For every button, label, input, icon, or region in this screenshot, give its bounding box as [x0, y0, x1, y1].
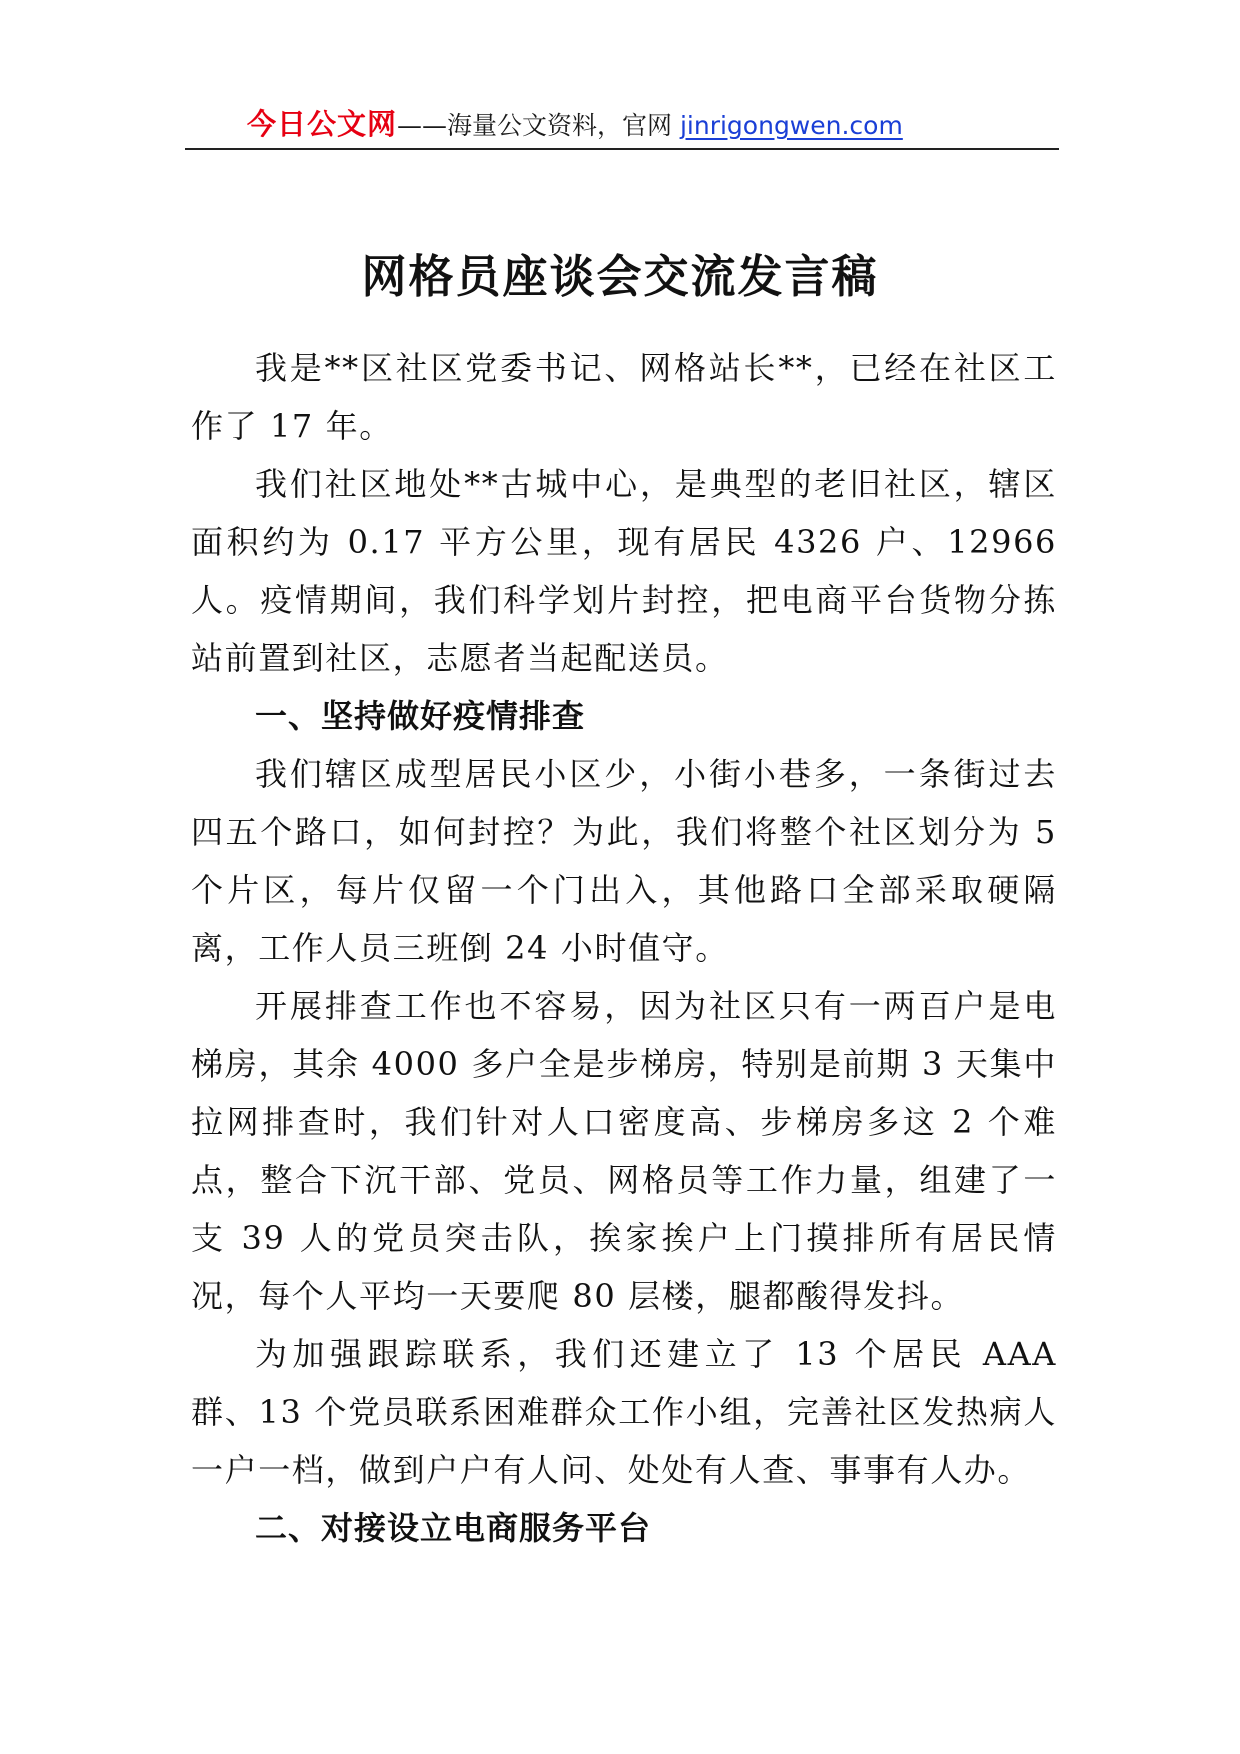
brand-name: 今日公文网 [247, 107, 398, 141]
section-heading-2: 二、对接设立电商服务平台 [255, 1509, 652, 1547]
header-divider [185, 148, 1059, 150]
paragraph-section1-2: 开展排查工作也不容易，因为社区只有一两百户是电梯房，其余 4000 多户全是步梯房，特别是前期 3 天集中拉网排查时，我们针对人口密度高、步梯房多这 2 个难点，整合下沉干部、党员、网格员等工作力量，组建了一支 39 人的党员突击队，挨家挨户上门摸排所有居民情况，每个人平均一天要爬 80 层楼，腿都酸得发抖。 [191, 987, 1057, 1315]
document-title: 网格员座谈会交流发言稿 [361, 250, 879, 304]
site-link[interactable]: jinrigongwen.com [679, 111, 903, 140]
page-header [185, 104, 1059, 150]
paragraph-community: 我们社区地处**古城中心，是典型的老旧社区，辖区面积约为 0.17 平方公里，现有居民 4326 户、12966 人。疫情期间，我们科学划片封控，把电商平台货物分拣站前置到社区，志愿者当起配送员。 [191, 465, 1057, 677]
header-slogan: ——海量公文资料，官网 [397, 111, 680, 140]
paragraph-section1-3: 为加强跟踪联系，我们还建立了 13 个居民 AAA 群、13 个党员联系困难群众工作小组，完善社区发热病人一户一档，做到户户有人问、处处有人查、事事有人办。 [191, 1335, 1057, 1489]
header-banner [247, 104, 903, 144]
section-heading-1: 一、坚持做好疫情排查 [255, 697, 586, 735]
paragraph-section1-1: 我们辖区成型居民小区少，小街小巷多，一条街过去四五个路口，如何封控？为此，我们将整个社区划分为 5 个片区，每片仅留一个门出入，其他路口全部采取硬隔离，工作人员三班倒 24 小时值守。 [191, 755, 1057, 967]
paragraph-intro: 我是**区社区党委书记、网格站长**，已经在社区工作了 17 年。 [191, 349, 1057, 445]
document-body [191, 339, 1057, 1557]
